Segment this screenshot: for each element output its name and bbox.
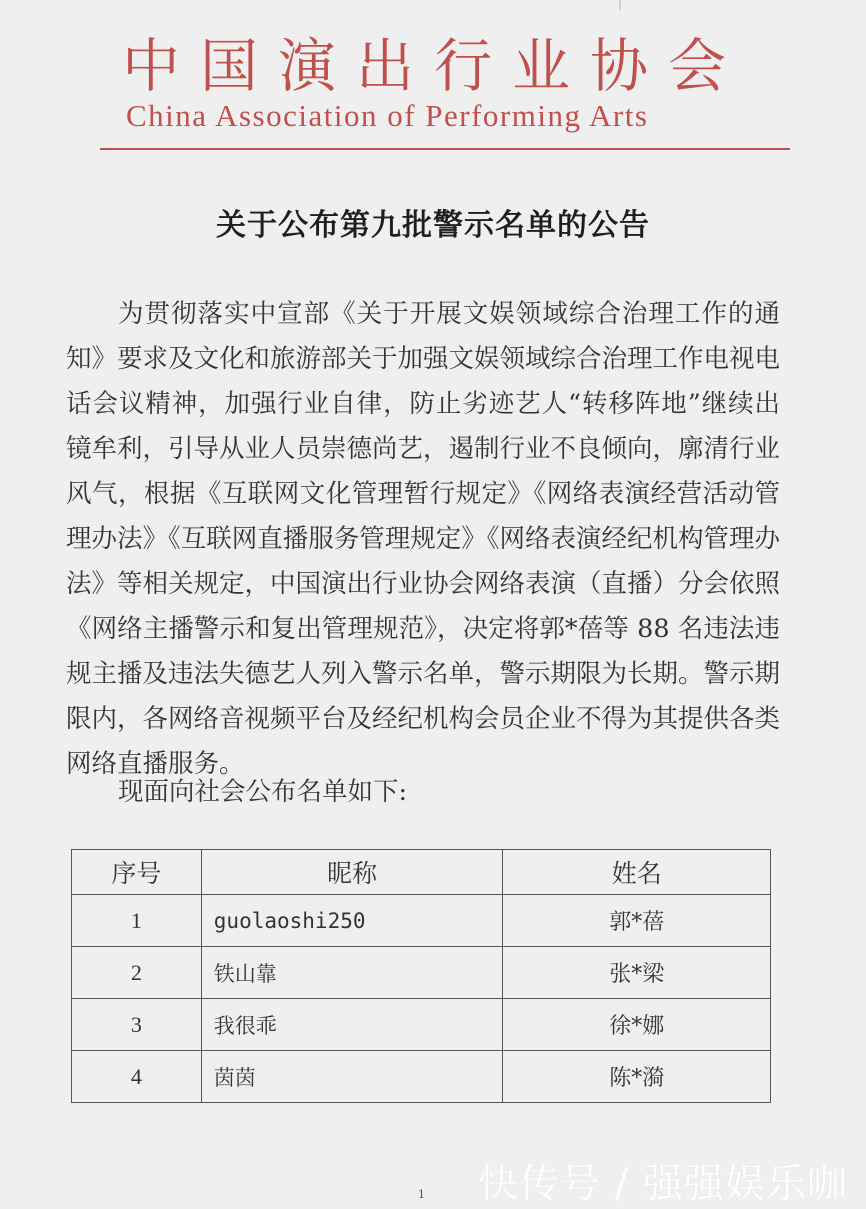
column-header-nickname: 昵称 bbox=[201, 850, 503, 895]
cell-name: 张*梁 bbox=[503, 947, 771, 999]
column-header-name: 姓名 bbox=[503, 850, 771, 895]
list-lead-in: 现面向社会公布名单如下: bbox=[118, 777, 408, 807]
letterhead-org-name-cn: 中国演出行业协会 bbox=[122, 32, 747, 100]
cell-name: 徐*娜 bbox=[503, 999, 771, 1051]
cell-nickname: 铁山靠 bbox=[201, 947, 503, 999]
letterhead-org-name-en: China Association of Performing Arts bbox=[126, 98, 649, 133]
cell-nickname: 茵茵 bbox=[201, 1051, 503, 1103]
table-row bbox=[72, 895, 771, 947]
source-watermark: 快传号 / 强强娱乐咖 bbox=[478, 1161, 848, 1207]
letterhead-divider bbox=[100, 148, 790, 150]
document-title: 关于公布第九批警示名单的公告 bbox=[216, 208, 650, 243]
table-row bbox=[72, 999, 771, 1051]
cell-index: 1 bbox=[72, 895, 202, 947]
table-row bbox=[72, 947, 771, 999]
cell-index: 4 bbox=[72, 1051, 202, 1103]
document-body bbox=[66, 292, 780, 787]
warning-list-table bbox=[71, 849, 771, 1103]
scan-mark bbox=[619, 0, 621, 10]
table-header-row bbox=[72, 850, 771, 895]
cell-index: 2 bbox=[72, 947, 202, 999]
cell-nickname: 我很乖 bbox=[201, 999, 503, 1051]
cell-nickname: guolaoshi250 bbox=[201, 895, 503, 947]
cell-name: 陈*漪 bbox=[503, 1051, 771, 1103]
cell-index: 3 bbox=[72, 999, 202, 1051]
body-paragraph: 为贯彻落实中宣部《关于开展文娱领域综合治理工作的通知》要求及文化和旅游部关于加强文娱领域综合治理工作电视电话会议精神，加强行业自律，防止劣迹艺人“转移阵地”继续出镜牟利，引导从业人员崇德尚艺，遏制行业不良倾向，廓清行业风气，根据《互联网文化管理暂行规定》《网络表演经营活动管理办法》《互联网直播服务管理规定》《网络表演经纪机构管理办法》等相关规定，中国演出行业协会网络表演（直播）分会依照《网络主播警示和复出管理规范》，决定将郭*蓓等 88 名违法违规主播及违法失德艺人列入警示名单，警示期限为长期。警示期限内，各网络音视频平台及经纪机构会员企业不得为其提供各类网络直播服务。 bbox=[66, 299, 781, 779]
column-header-index: 序号 bbox=[72, 850, 202, 895]
table-row bbox=[72, 1051, 771, 1103]
page-number: 1 bbox=[418, 1188, 425, 1201]
cell-name: 郭*蓓 bbox=[503, 895, 771, 947]
